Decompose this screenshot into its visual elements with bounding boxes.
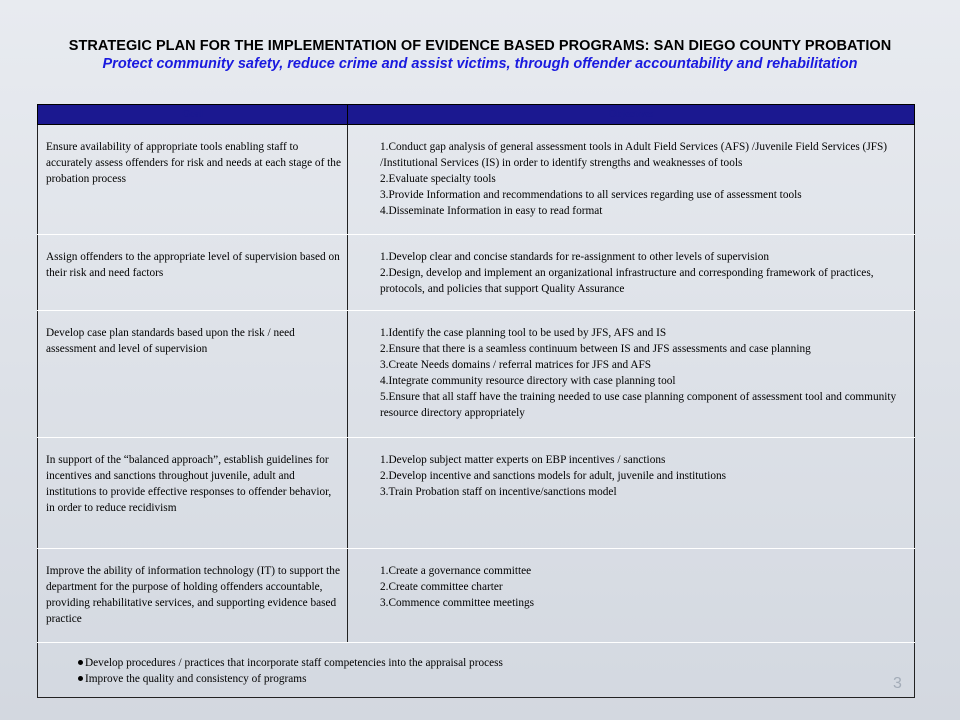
objective-item: 1.Create a governance committee <box>380 565 532 577</box>
page-number: 3 <box>893 675 902 692</box>
objective-item: 2.Develop incentive and sanctions models for adult, juvenile and institutions <box>380 470 727 482</box>
objective-item: 3.Provide Information and recommendations to all services regarding use of assessment tools <box>380 189 802 201</box>
objective-item: 2.Create committee charter <box>380 581 503 593</box>
bullet-text: Develop procedures / practices that incorporate staff competencies into the appraisal process <box>85 657 503 669</box>
objective-item: 5.Ensure that all staff have the training needed to use case planning component of assessment tool and community resource directory appropriately <box>380 391 897 419</box>
footer-bullets-cell <box>38 643 915 698</box>
objectives-cell <box>348 125 915 235</box>
objective-item: 1.Conduct gap analysis of general assessment tools in Adult Field Services (AFS) /Juvenile Field Services (JFS) /Institutional Services (IS) in order to identify strengths and weaknesses of tools <box>380 141 888 169</box>
objective-item: 1.Identify the case planning tool to be used by JFS, AFS and IS <box>380 327 667 339</box>
objective-item: 3.Train Probation staff on incentive/sanctions model <box>380 486 617 498</box>
objective-item: 4.Integrate community resource directory with case planning tool <box>380 375 676 387</box>
column-header-goal: Goal <box>38 105 348 125</box>
objectives-cell <box>348 235 915 311</box>
page-title: STRATEGIC PLAN FOR THE IMPLEMENTATION OF EVIDENCE BASED PROGRAMS: SAN DIEGO COUNTY PROBATION <box>68 38 892 54</box>
goal-cell: Ensure availability of appropriate tools enabling staff to accurately assess offenders for risk and needs at each stage of the probation process <box>38 125 348 235</box>
table-row <box>38 438 915 549</box>
bullet-item <box>78 671 914 687</box>
goal-cell: Develop case plan standards based upon the risk / need assessment and level of supervision <box>38 311 348 438</box>
strategic-plan-table <box>37 104 915 698</box>
bullet-icon <box>78 660 83 665</box>
objective-item: 4.Disseminate Information in easy to read format <box>380 205 603 217</box>
table-row <box>38 235 915 311</box>
goal-cell: Assign offenders to the appropriate level of supervision based on their risk and need factors <box>38 235 348 311</box>
goal-cell: In support of the “balanced approach”, establish guidelines for incentives and sanctions throughout juvenile, adult and institutions to provide effective responses to offender behavior, in order to reduce recidivism <box>38 438 348 549</box>
bullet-text: Improve the quality and consistency of programs <box>85 673 307 685</box>
objective-item: 3.Create Needs domains / referral matrices for JFS and AFS <box>380 359 652 371</box>
objective-item: 1.Develop subject matter experts on EBP incentives / sanctions <box>380 454 666 466</box>
goal-cell: Improve the ability of information technology (IT) to support the department for the purpose of holding offenders accountable, providing rehabilitative services, and supporting evidence based practice <box>38 549 348 643</box>
table-row <box>38 125 915 235</box>
page-subtitle: Protect community safety, reduce crime and assist victims, through offender accountability and rehabilitation <box>102 56 858 72</box>
objectives-cell <box>348 438 915 549</box>
table-footer-row <box>38 643 915 698</box>
table-header-row <box>38 105 915 125</box>
objective-item: 3.Commence committee meetings <box>380 597 535 609</box>
objective-item: 1.Develop clear and concise standards for re-assignment to other levels of supervision <box>380 251 769 263</box>
objectives-cell <box>348 311 915 438</box>
objective-item: 2.Ensure that there is a seamless continuum between IS and JFS assessments and case planning <box>380 343 811 355</box>
bullet-icon <box>78 676 83 681</box>
objective-item: 2.Design, develop and implement an organizational infrastructure and corresponding framework of practices, protocols, and policies that support Quality Assurance <box>380 267 874 295</box>
bullet-item <box>78 655 914 671</box>
objectives-cell <box>348 549 915 643</box>
objective-item: 2.Evaluate specialty tools <box>380 173 496 185</box>
column-header-objectives: Objectives <box>348 105 915 125</box>
table-row <box>38 549 915 643</box>
table-row <box>38 311 915 438</box>
